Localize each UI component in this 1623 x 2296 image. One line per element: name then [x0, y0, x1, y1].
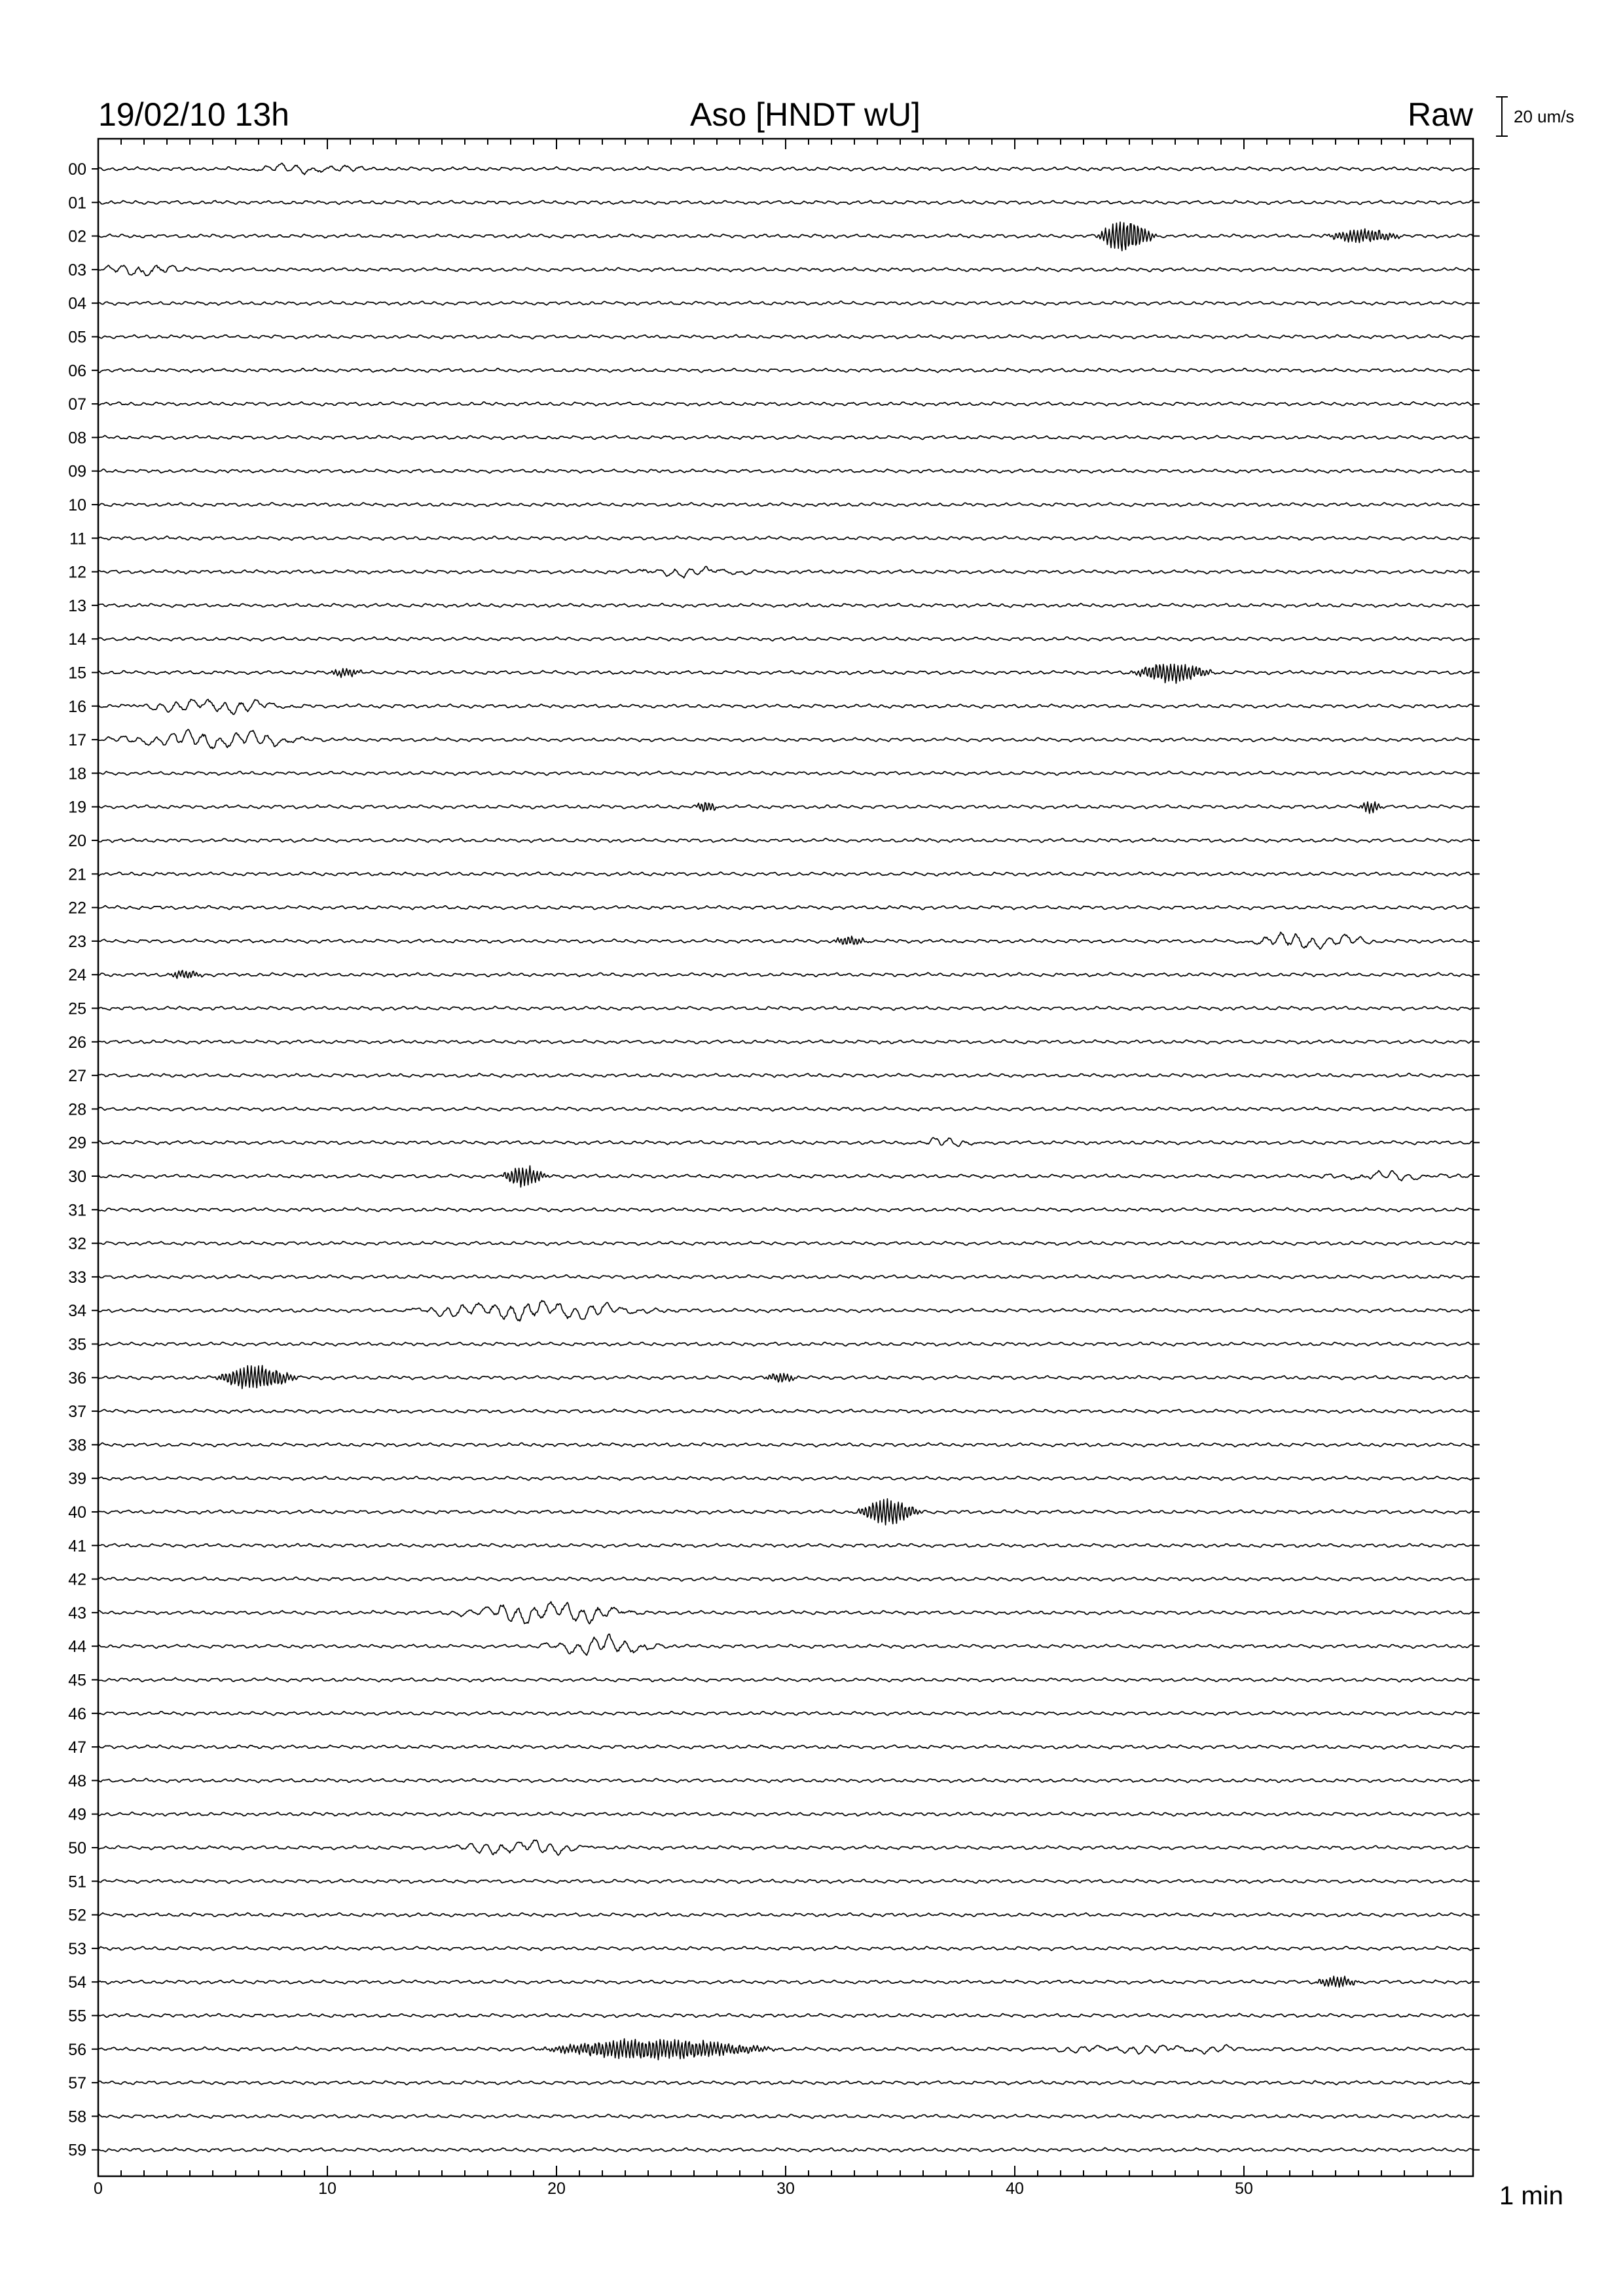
trace-53 [98, 1946, 1473, 1950]
chart-title: Aso [HNDT wU] [690, 96, 921, 133]
row-label-group [68, 160, 86, 2160]
x-tick-label-20: 20 [547, 2179, 566, 2198]
trace-31 [98, 1208, 1473, 1211]
trace-08 [98, 435, 1473, 439]
trace-49 [98, 1812, 1473, 1816]
trace-27 [98, 1073, 1473, 1078]
trace-03 [98, 265, 1473, 276]
row-label-31: 31 [68, 1201, 86, 1220]
row-label-47: 47 [68, 1738, 86, 1757]
x-tick-label-50: 50 [1235, 2179, 1253, 2198]
trace-38 [98, 1443, 1473, 1446]
trace-51 [98, 1879, 1473, 1883]
trace-30 [98, 1166, 1473, 1187]
trace-54 [98, 1976, 1473, 1987]
trace-24 [98, 971, 1473, 978]
row-label-30: 30 [68, 1168, 86, 1186]
row-label-42: 42 [68, 1570, 86, 1589]
date-label: 19/02/10 13h [98, 96, 289, 133]
row-label-36: 36 [68, 1369, 86, 1388]
row-label-54: 54 [68, 1973, 86, 1992]
row-label-01: 01 [68, 194, 86, 213]
trace-35 [98, 1342, 1473, 1346]
trace-48 [98, 1778, 1473, 1782]
trace-58 [98, 2114, 1473, 2119]
trace-43 [98, 1602, 1473, 1624]
row-label-40: 40 [68, 1503, 86, 1522]
row-label-14: 14 [68, 630, 86, 649]
x-tick-label-0: 0 [94, 2179, 103, 2198]
row-label-48: 48 [68, 1772, 86, 1791]
trace-06 [98, 368, 1473, 372]
trace-16 [98, 700, 1473, 715]
row-label-03: 03 [68, 260, 86, 279]
trace-40 [98, 1499, 1473, 1525]
trace-55 [98, 2013, 1473, 2017]
row-label-29: 29 [68, 1134, 86, 1153]
row-label-09: 09 [68, 462, 86, 481]
trace-25 [98, 1006, 1473, 1010]
row-label-21: 21 [68, 865, 86, 884]
x-tick-label-40: 40 [1006, 2179, 1024, 2198]
trace-41 [98, 1543, 1473, 1547]
trace-07 [98, 402, 1473, 406]
row-label-11: 11 [69, 529, 86, 548]
mode-label: Raw [1407, 96, 1473, 133]
row-label-20: 20 [68, 832, 86, 850]
row-label-26: 26 [68, 1033, 86, 1052]
row-label-06: 06 [68, 361, 86, 380]
trace-17 [98, 729, 1473, 748]
trace-11 [98, 536, 1473, 540]
trace-52 [98, 1912, 1473, 1916]
tick-group [92, 139, 1480, 2198]
row-label-37: 37 [68, 1403, 86, 1422]
row-label-50: 50 [68, 1839, 86, 1857]
trace-02 [98, 222, 1473, 251]
row-label-49: 49 [68, 1805, 86, 1824]
row-label-12: 12 [68, 563, 86, 582]
trace-19 [98, 802, 1473, 814]
row-label-18: 18 [68, 764, 86, 783]
trace-46 [98, 1712, 1473, 1715]
scale-bar [1496, 97, 1575, 136]
row-label-00: 00 [68, 160, 86, 179]
trace-18 [98, 771, 1473, 775]
row-label-55: 55 [68, 2007, 86, 2026]
trace-34 [98, 1300, 1473, 1321]
trace-50 [98, 1840, 1473, 1855]
row-label-16: 16 [68, 697, 86, 716]
trace-22 [98, 906, 1473, 910]
row-label-04: 04 [68, 295, 86, 314]
trace-13 [98, 603, 1473, 607]
trace-group [98, 163, 1473, 2151]
row-label-02: 02 [68, 227, 86, 246]
row-label-45: 45 [68, 1671, 86, 1690]
trace-26 [98, 1040, 1473, 1044]
row-label-27: 27 [68, 1067, 86, 1086]
trace-01 [98, 200, 1473, 204]
trace-05 [98, 334, 1473, 338]
row-label-05: 05 [68, 328, 86, 347]
row-label-43: 43 [68, 1604, 86, 1623]
trace-33 [98, 1275, 1473, 1279]
trace-37 [98, 1409, 1473, 1413]
row-label-15: 15 [68, 664, 86, 683]
trace-23 [98, 932, 1473, 949]
row-label-52: 52 [68, 1906, 86, 1925]
row-label-41: 41 [68, 1537, 86, 1556]
row-label-19: 19 [68, 798, 86, 817]
row-label-34: 34 [68, 1302, 86, 1321]
trace-42 [98, 1577, 1473, 1581]
x-tick-label-10: 10 [318, 2179, 337, 2198]
x-tick-label-30: 30 [776, 2179, 795, 2198]
trace-56 [98, 2039, 1473, 2060]
x-unit-label: 1 min [1499, 2181, 1563, 2210]
trace-14 [98, 637, 1473, 641]
plot-frame [98, 139, 1473, 2176]
row-label-32: 32 [68, 1234, 86, 1253]
row-label-56: 56 [68, 2040, 86, 2059]
row-label-23: 23 [68, 932, 86, 951]
trace-10 [98, 503, 1473, 507]
trace-44 [98, 1634, 1473, 1655]
trace-36 [98, 1365, 1473, 1388]
trace-04 [98, 301, 1473, 305]
trace-59 [98, 2148, 1473, 2152]
trace-12 [98, 566, 1473, 578]
row-label-10: 10 [68, 496, 86, 514]
trace-47 [98, 1745, 1473, 1749]
row-label-35: 35 [68, 1335, 86, 1354]
row-label-58: 58 [68, 2108, 86, 2126]
row-label-39: 39 [68, 1469, 86, 1488]
row-label-59: 59 [68, 2141, 86, 2160]
row-label-51: 51 [68, 1873, 86, 1892]
row-label-38: 38 [68, 1436, 86, 1455]
scale-label: 20 um/s [1514, 107, 1575, 126]
trace-21 [98, 872, 1473, 876]
row-label-17: 17 [68, 731, 86, 750]
row-label-25: 25 [68, 999, 86, 1018]
row-label-44: 44 [68, 1638, 86, 1657]
row-label-08: 08 [68, 429, 86, 448]
trace-32 [98, 1242, 1473, 1246]
row-label-24: 24 [68, 966, 86, 985]
row-label-13: 13 [68, 596, 86, 615]
trace-20 [98, 838, 1473, 842]
trace-15 [98, 664, 1473, 683]
row-label-07: 07 [68, 395, 86, 414]
row-label-57: 57 [68, 2074, 86, 2093]
row-label-22: 22 [68, 899, 86, 918]
row-label-33: 33 [68, 1268, 86, 1287]
trace-39 [98, 1477, 1473, 1480]
trace-29 [98, 1138, 1473, 1146]
trace-28 [98, 1107, 1473, 1111]
row-label-46: 46 [68, 1704, 86, 1723]
trace-57 [98, 2081, 1473, 2085]
trace-00 [98, 163, 1473, 174]
row-label-28: 28 [68, 1100, 86, 1119]
trace-09 [98, 469, 1473, 473]
trace-45 [98, 1677, 1473, 1681]
row-label-53: 53 [68, 1939, 86, 1958]
